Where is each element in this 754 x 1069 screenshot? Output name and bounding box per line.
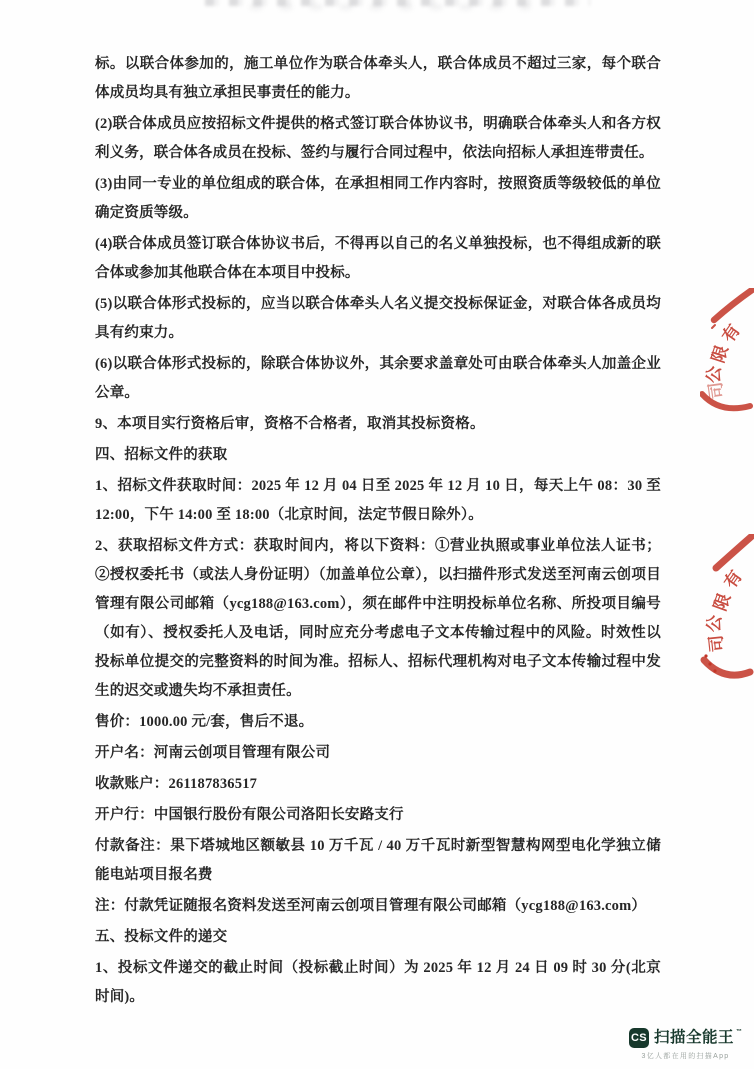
- item-9-qualification: 9、本项目实行资格后审，资格不合格者，取消其投标资格。: [95, 416, 485, 432]
- seal-2-graphic: [698, 534, 754, 684]
- red-seal-fragment-1: [700, 288, 754, 414]
- camscanner-title: 扫描全能王: [653, 1029, 734, 1046]
- seal-tick: [712, 325, 715, 328]
- seal-char: 公: [704, 365, 725, 384]
- section-5-heading: 五、投标文件的递交: [95, 929, 228, 945]
- seal-char: 有: [718, 320, 744, 346]
- submission-deadline: 1、投标文件递交的截止时间（投标截止时间）为 2025 年 12 月 24 日 09 时 30 分(北京时间)。: [95, 960, 661, 1005]
- seal-arc-top: [714, 290, 752, 320]
- clause-4: (4)联合体成员签订联合体协议书后，不得再以自己的名义单独投标，也不得组成新的联合体或参加其他联合体在本项目中投标。: [95, 236, 661, 281]
- camscanner-logo-icon: CS: [629, 1028, 649, 1048]
- camscanner-subtitle: 3亿人都在用的扫描App: [641, 1053, 730, 1060]
- continuation-clause: 标。以联合体参加的，施工单位作为联合体牵头人，联合体成员不超过三家，每个联合体成员均具有独立承担民事责任的能力。: [95, 56, 661, 101]
- seal-arc-bottom: [704, 660, 750, 675]
- account-number-line: 收款账户：261187836517: [95, 776, 258, 792]
- section-4-heading: 四、招标文件的获取: [95, 447, 228, 463]
- seal-char: 公: [704, 614, 725, 634]
- clause-2: (2)联合体成员应按招标文件提供的格式签订联合体协议书，明确联合体牵头人和各方权利义务，联合体各成员在投标、签约与履行合同过程中，依法向招标人承担连带责任。: [95, 116, 661, 161]
- bank-branch-line: 开户行：中国银行股份有限公司洛阳长安路支行: [95, 807, 404, 823]
- clause-3: (3)由同一专业的单位组成的联合体，在承担相同工作内容时，按照资质等级较低的单位确定资质等级。: [95, 176, 661, 221]
- scan-artifact-top-2: [250, 4, 530, 10]
- seal-arc-top: [716, 536, 752, 568]
- account-name-line: 开户名：河南云创项目管理有限公司: [95, 745, 331, 761]
- seal-1-graphic: [700, 288, 754, 414]
- payment-memo-line: 付款备注：果下塔城地区额敏县 10 万千瓦 / 40 万千瓦时新型智慧构网型电化学独立储能电站项目报名费: [95, 838, 661, 883]
- clause-6: (6)以联合体形式投标的，除联合体协议外，其余要求盖章处可由联合体牵头人加盖企业公章。: [95, 356, 661, 401]
- payment-note-line: 注：付款凭证随报名资料发送至河南云创项目管理有限公司邮箱（ycg188@163.com）: [95, 898, 647, 914]
- clause-5: (5)以联合体形式投标的，应当以联合体牵头人名义提交投标保证金，对联合体各成员均具有约束力。: [95, 296, 661, 341]
- seal-char: 有: [720, 566, 746, 592]
- seal-dot: [713, 669, 716, 672]
- camscanner-trademark-icon: ™: [736, 1029, 742, 1035]
- red-seal-fragment-2: [698, 534, 754, 684]
- seal-dot: [704, 654, 707, 657]
- document-text: [95, 50, 661, 1014]
- camscanner-logo-row: [629, 1028, 742, 1048]
- doc-acquire-time: 1、招标文件获取时间：2025 年 12 月 04 日至 2025 年 12 月 10 日，每天上午 08：30 至 12:00，下午 14:00 至 18:00（北京时间，法定节假日除外）。: [95, 478, 661, 523]
- seal-char: 限: [708, 343, 732, 366]
- seal-dot: [708, 662, 711, 665]
- seal-arc-bottom: [702, 394, 750, 408]
- doc-acquire-method: 2、获取招标文件方式：获取时间内，将以下资料：①营业执照或事业单位法人证书；②授权委托书（或法人身份证明）（加盖单位公章），以扫描件形式发送至河南云创项目管理有限公司邮箱（ycg188@163.com），须在邮件中注明投标单位名称、所投项目编号（如有）、授权委托人及电话，同时应充分考虑电子文本传输过程中的风险。时效性以投标单位提交的完整资料的时间为准。招标人、招标代理机构对电子文本传输过程中发生的迟交或遗失均不承担责任。: [95, 538, 661, 699]
- price-line: 售价：1000.00 元/套，售后不退。: [95, 714, 314, 730]
- seal-char: 限: [710, 590, 735, 614]
- seal-char: 司: [705, 380, 727, 401]
- camscanner-watermark: [629, 1028, 742, 1061]
- seal-char: 司: [706, 634, 727, 653]
